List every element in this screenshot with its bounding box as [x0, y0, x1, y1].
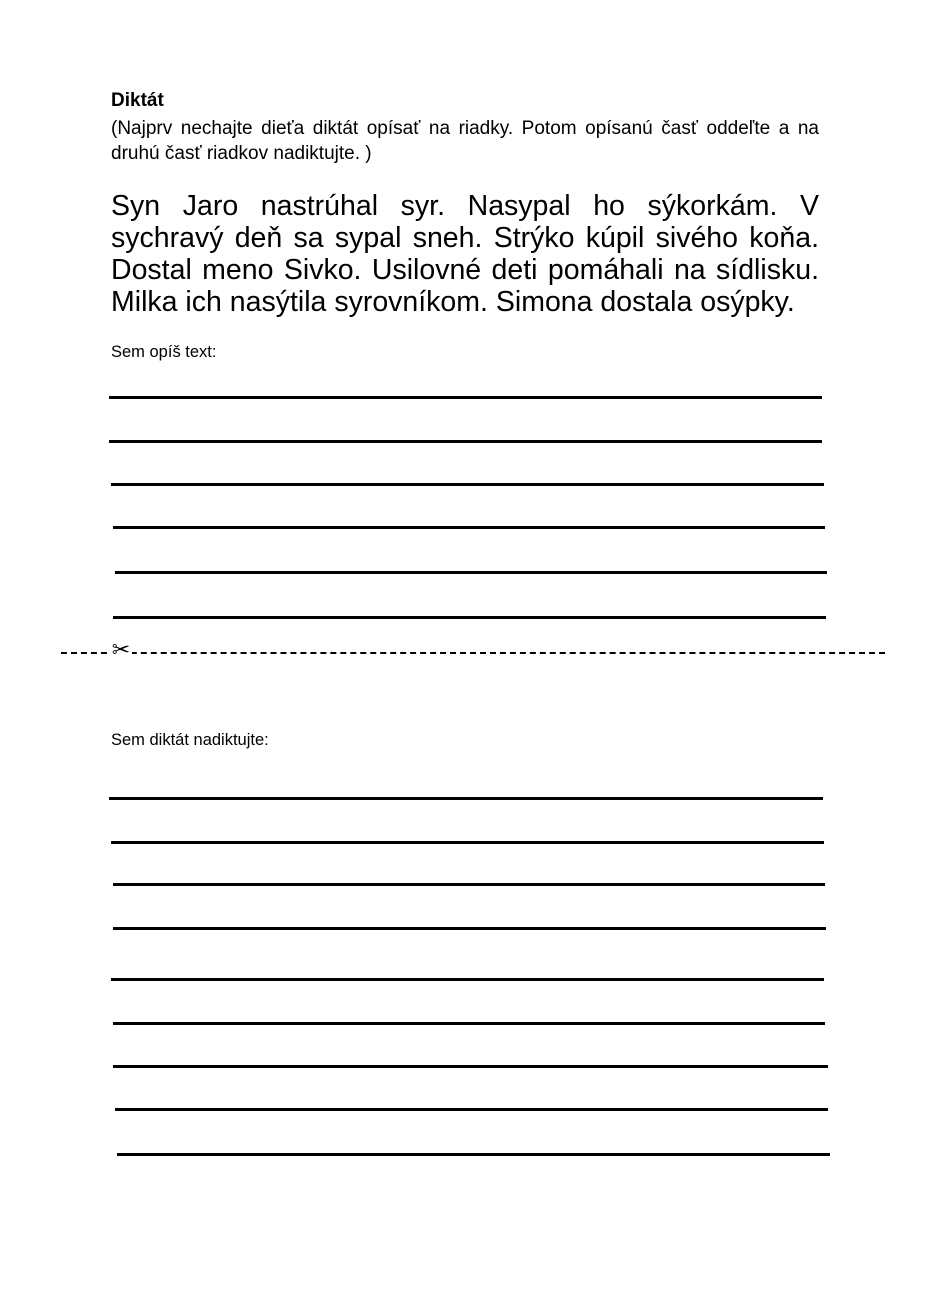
writing-line — [113, 927, 826, 930]
writing-line — [113, 883, 825, 886]
writing-line — [113, 1022, 825, 1025]
dictation-section-label: Sem diktát nadiktujte: — [111, 731, 269, 749]
writing-line — [111, 841, 824, 844]
writing-line — [111, 483, 824, 486]
worksheet-title: Diktát — [111, 90, 164, 111]
dictation-text: Syn Jaro nastrúhal syr. Nasypal ho sýkorkám. V sychravý deň sa sypal sneh. Strýko kúpil sivého koňa. Dostal meno Sivko. Usilovné deti pomáhali na sídlisku. Milka ich nasýtila syrovníkom. Simona dostala osýpky. — [111, 190, 819, 318]
writing-line — [113, 1065, 828, 1068]
writing-line — [111, 978, 824, 981]
writing-line — [117, 1153, 830, 1156]
writing-line — [113, 526, 825, 529]
writing-line — [109, 797, 823, 800]
writing-line — [115, 1108, 828, 1111]
instruction-text: (Najprv nechajte dieťa diktát opísať na riadky. Potom opísanú časť oddeľte a na druhú časť riadkov nadiktujte. ) — [111, 118, 819, 164]
writing-line — [115, 571, 827, 574]
writing-line — [113, 616, 826, 619]
scissors-icon: ✂ — [111, 638, 131, 663]
writing-line — [109, 396, 822, 399]
cut-line — [61, 652, 885, 654]
copy-section-label: Sem opíš text: — [111, 343, 217, 361]
writing-line — [109, 440, 822, 443]
